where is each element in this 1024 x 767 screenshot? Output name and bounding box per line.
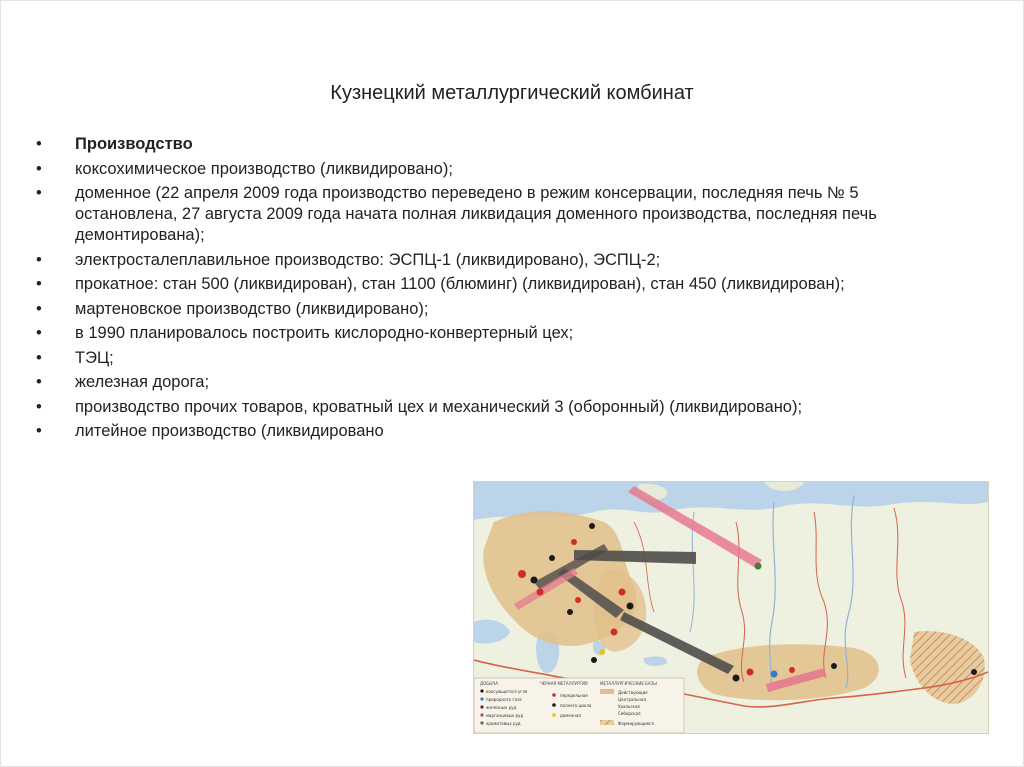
legend-active-base-swatch [600, 689, 614, 694]
legend-chromite-icon [480, 721, 483, 724]
list-item-text: в 1990 планировалось построить кислородно-конвертерный цех; [75, 324, 574, 342]
plant-marker [567, 609, 573, 615]
legend-gas-icon [480, 697, 483, 700]
list-item [36, 183, 936, 246]
plant-marker [789, 667, 795, 673]
map-legend [474, 678, 684, 733]
list-item [36, 372, 936, 393]
plant-marker [627, 603, 634, 610]
list-item [36, 134, 936, 155]
list-item [36, 397, 936, 418]
legend-coal-icon [480, 689, 483, 692]
bullet-icon: • [36, 250, 42, 269]
bullet-icon: • [36, 275, 42, 293]
legend-item: железных руд [486, 705, 517, 710]
lake-balkhash [644, 656, 667, 666]
list-item [36, 299, 936, 320]
legend-item: Уральская [618, 704, 640, 709]
plant-marker [771, 671, 778, 678]
legend-item: Формирующиеся [618, 721, 654, 726]
bullet-icon: • [36, 422, 42, 440]
list-item-text: прокатное: стан 500 (ликвидирован), стан 1100 (блюминг) (ликвидирован), стан 450 (ликвидирован); [75, 275, 845, 293]
legend-item: природного газа [486, 697, 522, 702]
plant-marker [747, 669, 754, 676]
bullet-icon: • [36, 397, 42, 416]
list-item-text: ТЭЦ; [75, 348, 114, 367]
bullet-icon: • [36, 373, 42, 391]
legend-item: Сибирская [618, 711, 641, 716]
bullet-icon: • [36, 348, 42, 367]
list-item-text: мартеновское производство (ликвидировано); [75, 299, 429, 318]
metallurgy-map [473, 481, 989, 734]
legend-full-cycle-icon [552, 703, 556, 707]
plant-marker [571, 539, 577, 545]
bullet-icon: • [36, 135, 42, 153]
list-item-text: доменное (22 апреля 2009 года производство переведено в режим консервации, последняя печь № 5 остановлена, 27 августа 2009 года начата полная ликвидация доменного производства, последняя печь демонтирована); [75, 184, 877, 244]
legend-header-extraction: ДОБЫЧА [480, 681, 499, 686]
plant-marker [518, 570, 526, 578]
bullet-icon: • [36, 184, 42, 202]
plant-marker [611, 629, 618, 636]
legend-blast-furnace-icon [552, 713, 556, 717]
legend-item: марганцевых руд [486, 713, 524, 718]
legend-forming-base-swatch [600, 720, 614, 725]
legend-item: Действующие [618, 690, 648, 695]
plant-marker [831, 663, 837, 669]
legend-iron-ore-icon [480, 705, 483, 708]
list-item [36, 323, 936, 344]
list-item [36, 159, 936, 180]
legend-item: доменная [560, 713, 581, 718]
plant-marker [589, 523, 595, 529]
list-item [36, 421, 936, 442]
plant-marker [599, 649, 605, 655]
plant-marker [591, 657, 597, 663]
plant-marker [971, 669, 977, 675]
legend-manganese-icon [480, 713, 483, 716]
plant-marker [549, 555, 555, 561]
plant-marker [575, 597, 581, 603]
legend-item: хромитовых руд [486, 721, 521, 726]
list-item [36, 250, 936, 271]
legend-item: коксующегося угля [486, 689, 528, 694]
list-item-text: литейное производство (ликвидировано [75, 422, 384, 440]
map-svg [474, 482, 988, 733]
list-item-text: Производство [75, 135, 193, 153]
slide-title: Кузнецкий металлургический комбинат [330, 82, 694, 104]
list-item-text: производство прочих товаров, кроватный цех и механический 3 (оборонный) (ликвидировано); [75, 397, 803, 416]
legend-header-ferrous: ЧЕРНАЯ МЕТАЛЛУРГИЯ [540, 681, 588, 686]
list-item-text: железная дорога; [75, 373, 210, 391]
bullet-icon: • [36, 299, 42, 318]
plant-marker [531, 577, 538, 584]
list-item-text: коксохимическое производство (ликвидировано); [75, 159, 453, 178]
list-item [36, 274, 936, 295]
bullet-icon: • [36, 324, 42, 342]
plant-marker [733, 675, 740, 682]
bullet-icon: • [36, 159, 42, 178]
list-item-text: электросталеплавильное производство: ЭСПЦ-1 (ликвидировано), ЭСПЦ-2; [75, 250, 661, 269]
legend-item: передельная [560, 693, 588, 698]
legend-item: Центральная [618, 697, 646, 702]
plant-marker [755, 563, 762, 570]
legend-conversion-icon [552, 693, 556, 697]
content-list [36, 134, 936, 446]
plant-marker [619, 589, 626, 596]
plant-marker [537, 589, 544, 596]
legend-header-bases: МЕТАЛЛУРГИЧЕСКИЕ БАЗЫ [600, 681, 657, 686]
list-item [36, 348, 936, 369]
legend-item: полного цикла [560, 703, 592, 708]
